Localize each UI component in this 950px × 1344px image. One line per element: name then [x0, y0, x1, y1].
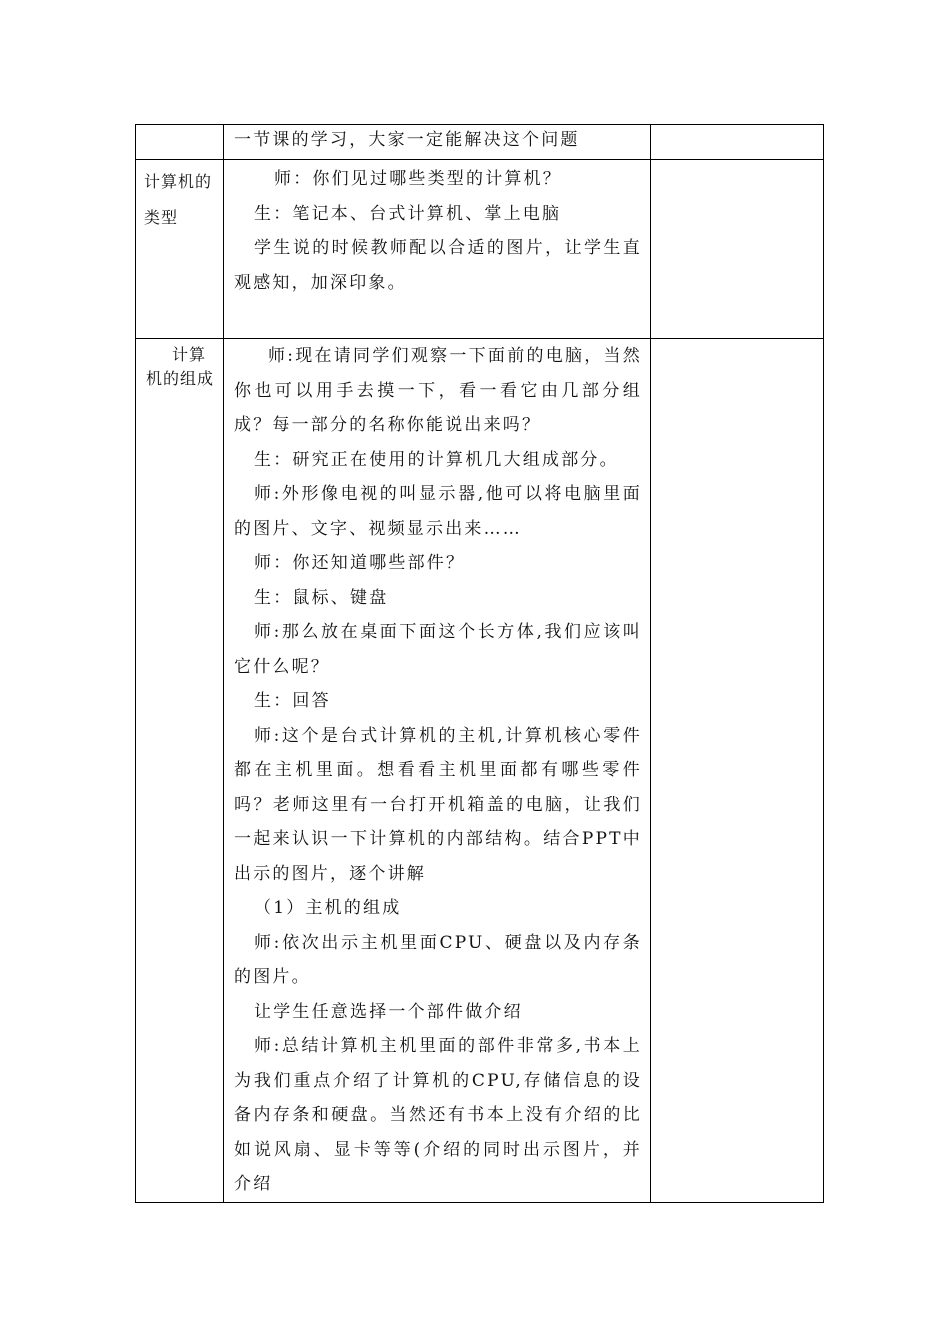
- topic-label: 计算机的类型: [144, 172, 213, 227]
- topic-label: 计算机的组成: [146, 345, 215, 388]
- content-line: 生：鼠标、键盘: [254, 587, 389, 608]
- content-cell: [224, 160, 651, 339]
- content-line: 让学生任意选择一个部件做介绍: [254, 1001, 523, 1022]
- notes-cell: [651, 339, 824, 1203]
- lesson-plan-table: [135, 124, 824, 1203]
- content-line: 师:总结计算机主机里面的部件非常多,书本上为我们重点介绍了计算机的CPU,存储信息的设备内存条和硬盘。当然还有书本上没有介绍的比如说风扇、显卡等等(介绍的同时出示图片，并介绍: [234, 1036, 642, 1194]
- topic-cell: [136, 160, 224, 339]
- table-row: [136, 125, 824, 160]
- content-line: 一节课的学习，大家一定能解决这个问题: [234, 130, 580, 150]
- content-cell: [224, 339, 651, 1203]
- content-line: 生：回答: [254, 691, 331, 711]
- content-line: 生：研究正在使用的计算机几大组成部分。: [254, 449, 619, 470]
- content-cell: [224, 125, 651, 160]
- notes-cell: [651, 125, 824, 160]
- content-line: 师:外形像电视的叫显示器,他可以将电脑里面的图片、文字、视频显示出来……: [234, 484, 642, 539]
- table-row: [136, 339, 824, 1203]
- content-line: 师:那么放在桌面下面这个长方体,我们应该叫它什么呢？: [234, 622, 642, 677]
- content-line: 生：笔记本、台式计算机、掌上电脑: [254, 203, 562, 224]
- content-line: 师：你还知道哪些部件？: [254, 553, 466, 573]
- content-line: 学生说的时候教师配以合适的图片，让学生直观感知，加深印象。: [234, 238, 642, 293]
- content-line: 师:依次出示主机里面CPU、硬盘以及内存条的图片。: [234, 932, 642, 987]
- content-line: （1）主机的组成: [254, 898, 402, 918]
- notes-cell: [651, 160, 824, 339]
- table-row: [136, 160, 824, 339]
- topic-cell: [136, 125, 224, 160]
- topic-cell: [136, 339, 224, 1203]
- content-line: 师：你们见过哪些类型的计算机？: [274, 169, 562, 189]
- content-line: 师:这个是台式计算机的主机,计算机核心零件都在主机里面。想看看主机里面都有哪些零件吗？老师这里有一台打开机箱盖的电脑，让我们一起来认识一下计算机的内部结构。结合PPT中出示的图片，逐个讲解: [234, 725, 642, 884]
- content-line: 师:现在请同学们观察一下面前的电脑，当然你也可以用手去摸一下，看一看它由几部分组成？每一部分的名称你能说出来吗？: [234, 346, 642, 435]
